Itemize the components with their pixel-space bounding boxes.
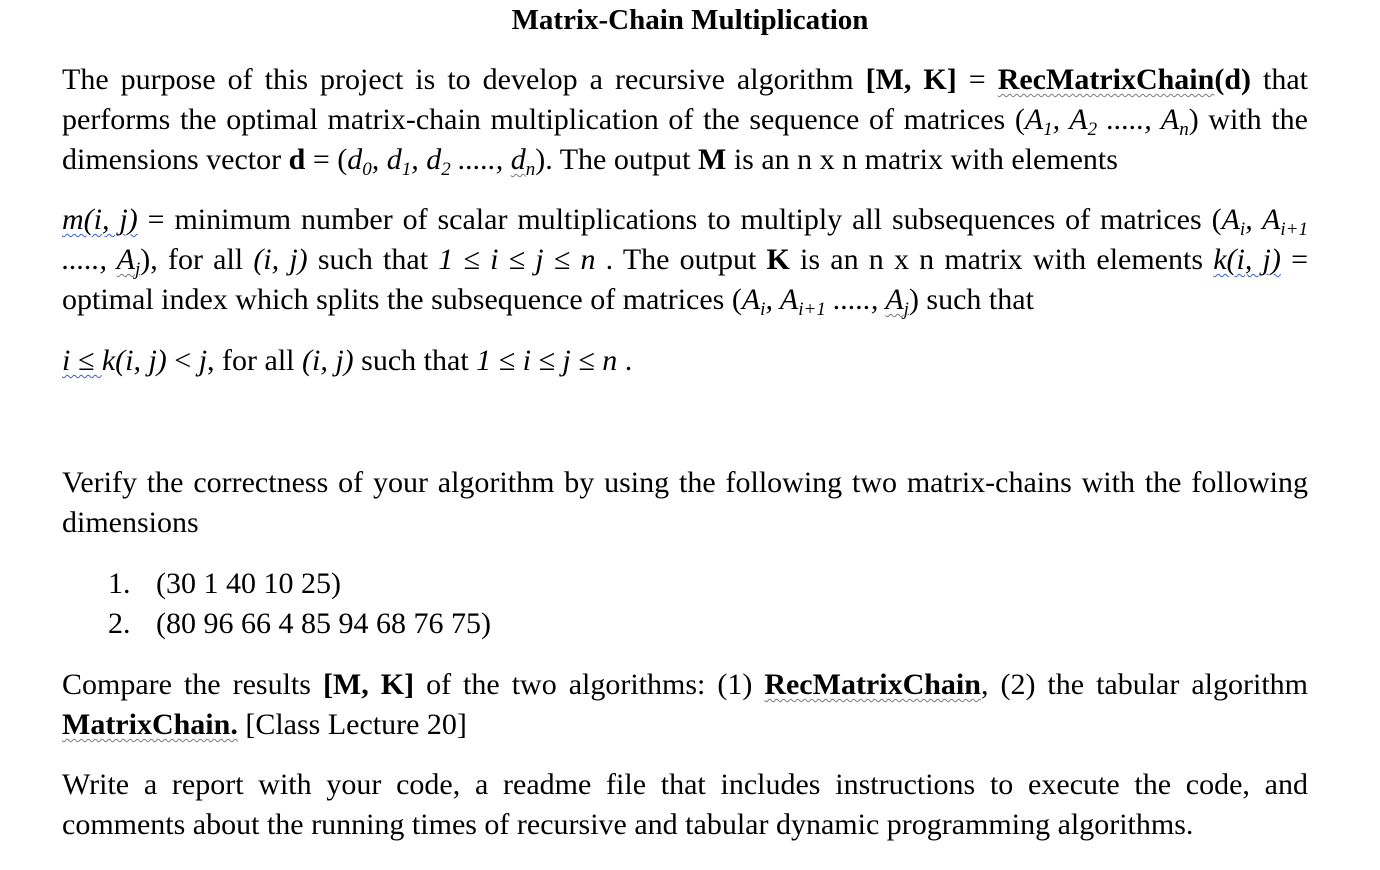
subscript: n (525, 159, 536, 180)
subscript: 1 (401, 159, 412, 180)
dimension-vector-symbol: d (288, 143, 306, 176)
upper-bound: j (198, 344, 208, 377)
k-expression: k(i, j) (1213, 243, 1281, 276)
matrix-symbol: A (1069, 103, 1088, 136)
results-symbol: [M, K] (322, 668, 415, 701)
document-title: Matrix-Chain Multiplication (511, 4, 869, 36)
list-number: 2. (108, 607, 131, 640)
subscript: i (760, 299, 766, 320)
subscript: n (1179, 119, 1189, 140)
separator: , (371, 143, 387, 176)
matrix-symbol: A (741, 283, 761, 316)
definitions-paragraph (62, 200, 1308, 320)
text-run: is an n x n matrix with elements (726, 143, 1118, 176)
ellipsis: ....., (1097, 103, 1161, 136)
lower-bound: i ≤ (62, 344, 102, 377)
text-run: The purpose of this project is to develop a recursive algorithm (62, 63, 866, 96)
text-run: such that (307, 243, 439, 276)
dimension-symbol: d (386, 143, 402, 176)
k-expression: k(i, j) (101, 344, 167, 377)
list-item (108, 604, 491, 644)
list-text: (80 96 66 4 85 94 68 76 75) (156, 607, 491, 640)
text-run: ), for all (140, 243, 254, 276)
text-run: ). The output (535, 143, 699, 176)
subscript: 2 (1087, 119, 1098, 140)
matrix-symbol: A (885, 283, 904, 316)
m-expression: m(i, j) (62, 203, 138, 236)
report-paragraph: Write a report with your code, a readme file that includes instructions to execute the code, and comments about the running times of recursive and tabular dynamic programming algorithms. (62, 768, 1308, 841)
text-run: Compare the results (62, 668, 323, 701)
output-signature: [M, K] (865, 63, 957, 96)
output-k-symbol: K (766, 243, 790, 276)
subscript: 1 (1043, 119, 1053, 140)
list-item (108, 564, 491, 604)
matrix-last (885, 283, 909, 320)
list-number: 1. (108, 567, 131, 600)
subscript: i (1239, 219, 1246, 240)
text-run: ) with the dimensions vector (62, 103, 1308, 176)
text-run: is an n x n matrix with elements (789, 243, 1214, 276)
text-run: . (617, 344, 633, 377)
subscript: 2 (441, 159, 451, 180)
dimension-list (108, 564, 491, 644)
less-than: < (166, 344, 199, 377)
matrix-symbol: A (1262, 203, 1281, 236)
separator: , (411, 143, 427, 176)
index-inequality: 1 ≤ i ≤ j ≤ n (476, 344, 618, 377)
separator: , (1245, 203, 1263, 236)
text-run: , (2) the tabular algorithm (980, 668, 1308, 701)
text-run: , for all (207, 344, 303, 377)
function-argument: (d) (1214, 63, 1251, 96)
ellipsis: ....., (62, 243, 117, 276)
list-text: (30 1 40 10 25) (156, 567, 341, 600)
matrix-symbol: A (1221, 203, 1240, 236)
matrix-symbol: A (1160, 103, 1180, 136)
text-run: such that (353, 344, 477, 377)
text-run: = optimal index which splits the subsequence of matrices ( (62, 243, 1308, 316)
recursive-algorithm-name: RecMatrixChain (764, 668, 981, 701)
purpose-paragraph (62, 60, 1308, 180)
matrix-last (116, 243, 141, 280)
text-run: that performs the optimal matrix-chain multiplication of the sequence of matrices ( (62, 63, 1308, 136)
text-run: ) such that (908, 283, 1034, 316)
dimension-last (510, 143, 536, 180)
subscript: 0 (362, 159, 372, 180)
text-run: . The output (595, 243, 767, 276)
separator: , (1052, 103, 1070, 136)
subscript: i+1 (798, 299, 826, 320)
text-run: = ( (305, 143, 348, 176)
dimension-symbol: d (510, 143, 526, 176)
output-m-symbol: M (698, 143, 727, 176)
text-run: of the two algorithms: (1) (414, 668, 765, 701)
compare-paragraph (62, 665, 1308, 745)
text-run: = minimum number of scalar multiplications to multiply all subsequences of matrices ( (137, 203, 1222, 236)
index-inequality: 1 ≤ i ≤ j ≤ n (438, 243, 596, 276)
subscript: j (903, 299, 909, 320)
ellipsis: ....., (450, 143, 511, 176)
index-pair: (i, j) (302, 344, 354, 377)
matrix-symbol: A (779, 283, 799, 316)
separator: , (765, 283, 780, 316)
ellipsis: ....., (825, 283, 886, 316)
text-run: [Class Lecture 20] (237, 708, 467, 741)
text-run: = (956, 63, 998, 96)
constraint-paragraph (62, 341, 1308, 381)
function-name: RecMatrixChain (997, 63, 1215, 96)
matrix-symbol: A (116, 243, 135, 276)
matrix-symbol: A (1024, 103, 1044, 136)
dimension-symbol: d (426, 143, 442, 176)
dimension-symbol: d (347, 143, 363, 176)
index-pair: (i, j) (253, 243, 308, 276)
verify-paragraph: Verify the correctness of your algorithm by using the following two matrix-chains with the following dimensions (62, 466, 1308, 539)
subscript: j (134, 259, 141, 280)
tabular-algorithm-name: MatrixChain. (62, 708, 238, 741)
subscript: i+1 (1280, 219, 1308, 240)
